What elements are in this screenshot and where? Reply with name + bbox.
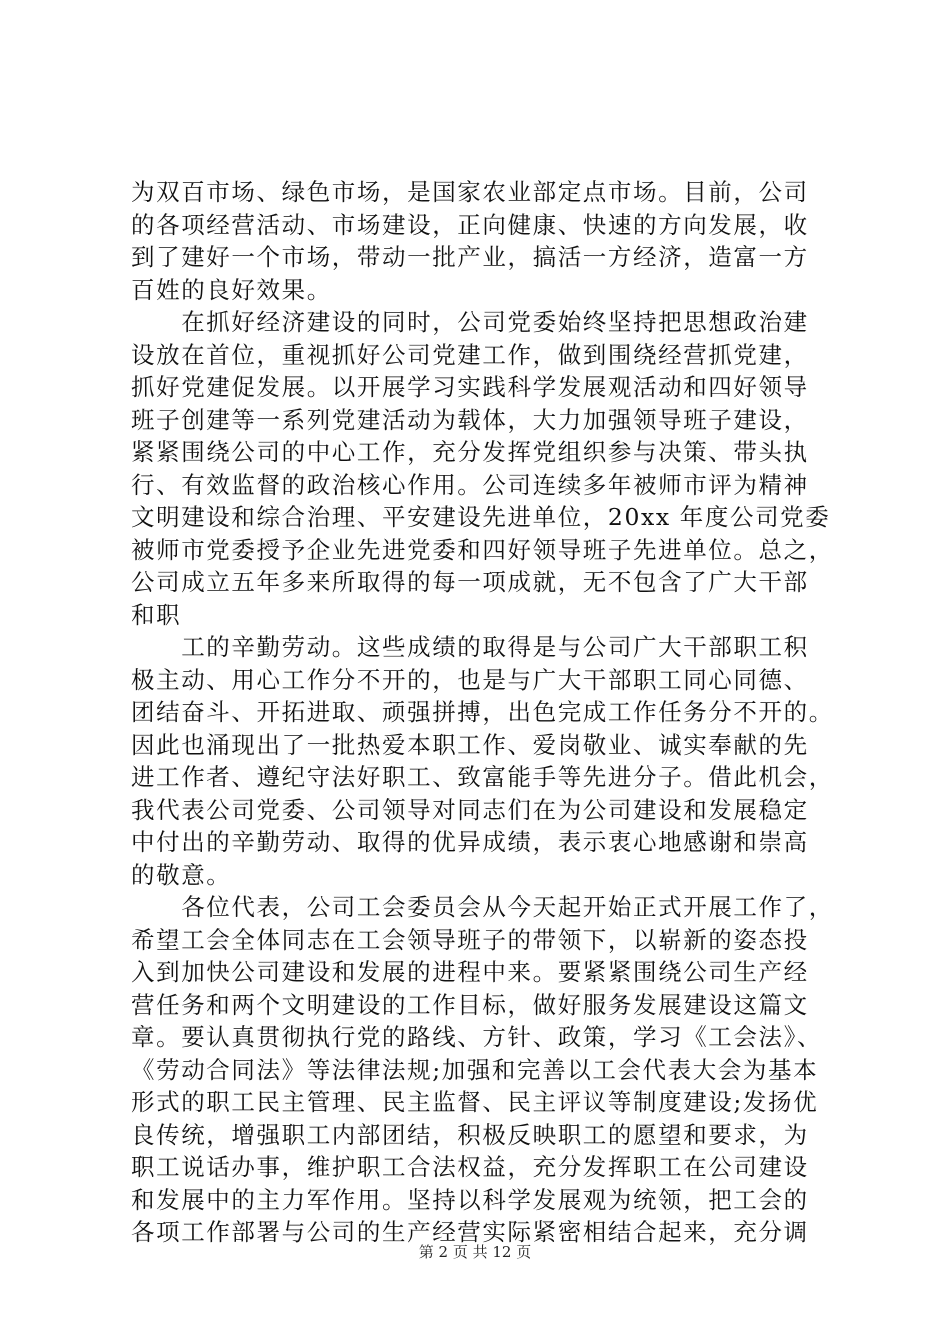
text-line: 各项工作部署与公司的生产经营实际紧密相结合起来，充分调 — [131, 1218, 809, 1246]
text-line: 希望工会全体同志在工会领导班子的带领下，以崭新的姿态投 — [131, 925, 809, 954]
text-line: 的敬意。 — [131, 860, 232, 889]
text-line: 和发展中的主力军作用。坚持以科学发展观为统领，把工会的 — [131, 1185, 809, 1214]
text-line: 的各项经营活动、市场建设，正向健康、快速的方向发展，收 — [131, 210, 809, 239]
text-line: 良传统，增强职工内部团结，积极反映职工的愿望和要求，为 — [131, 1120, 809, 1149]
text-line: 行、有效监督的政治核心作用。公司连续多年被师市评为精神 — [131, 470, 809, 499]
text-line: 形式的职工民主管理、民主监督、民主评议等制度建设;发扬优 — [131, 1088, 819, 1116]
text-line: 工的辛勤劳动。这些成绩的取得是与公司广大干部职工积 — [131, 633, 809, 661]
text-line: 团结奋斗、开拓进取、顽强拼搏，出色完成工作任务分不开的。 — [131, 698, 834, 726]
text-line: 和职 — [131, 600, 182, 629]
text-line: 设放在首位，重视抓好公司党建工作，做到围绕经营抓党建， — [131, 340, 809, 369]
text-line: 中付出的辛勤劳动、取得的优异成绩，表示衷心地感谢和崇高 — [131, 828, 809, 856]
text-line: 被师市党委授予企业先进党委和四好领导班子先进单位。总之， — [131, 535, 834, 564]
text-line: 各位代表，公司工会委员会从今天起开始正式开展工作了， — [131, 893, 834, 921]
text-line: 极主动、用心工作分不开的，也是与广大干部职工同心同德、 — [131, 665, 809, 694]
text-line: 百姓的良好效果。 — [131, 275, 332, 304]
text-line: 营任务和两个文明建设的工作目标，做好服务发展建设这篇文 — [131, 990, 809, 1019]
document-body — [131, 176, 834, 1249]
text-line: 职工说话办事，维护职工合法权益，充分发挥职工在公司建设 — [131, 1153, 809, 1181]
text-line: 抓好党建促发展。以开展学习实践科学发展观活动和四好领导 — [131, 373, 809, 401]
text-line: 公司成立五年多来所取得的每一项成就，无不包含了广大干部 — [131, 568, 809, 596]
text-line: 入到加快公司建设和发展的进程中来。要紧紧围绕公司生产经 — [131, 958, 809, 986]
text-line: 到了建好一个市场，带动一批产业，搞活一方经济，造富一方 — [131, 243, 809, 271]
text-line: 文明建设和综合治理、平安建设先进单位，20xx 年度公司党委 — [131, 503, 831, 531]
text-line: 进工作者、遵纪守法好职工、致富能手等先进分子。借此机会， — [131, 763, 834, 791]
text-line: 因此也涌现出了一批热爱本职工作、爱岗敬业、诚实奉献的先 — [131, 730, 809, 759]
text-line: 章。要认真贯彻执行党的路线、方针、政策，学习《工会法》、 — [131, 1023, 823, 1051]
text-line: 为双百市场、绿色市场，是国家农业部定点市场。目前，公司 — [131, 178, 809, 206]
text-line: 在抓好经济建设的同时，公司党委始终坚持把思想政治建 — [131, 308, 809, 336]
text-line: 紧紧围绕公司的中心工作，充分发挥党组织参与决策、带头执 — [131, 438, 809, 466]
text-line: 《劳动合同法》等法律法规;加强和完善以工会代表大会为基本 — [131, 1055, 819, 1084]
text-line: 我代表公司党委、公司领导对同志们在为公司建设和发展稳定 — [131, 795, 809, 824]
page-footer: 第 2 页 共 12 页 — [418, 1243, 532, 1261]
text-line: 班子创建等一系列党建活动为载体，大力加强领导班子建设， — [131, 405, 809, 434]
